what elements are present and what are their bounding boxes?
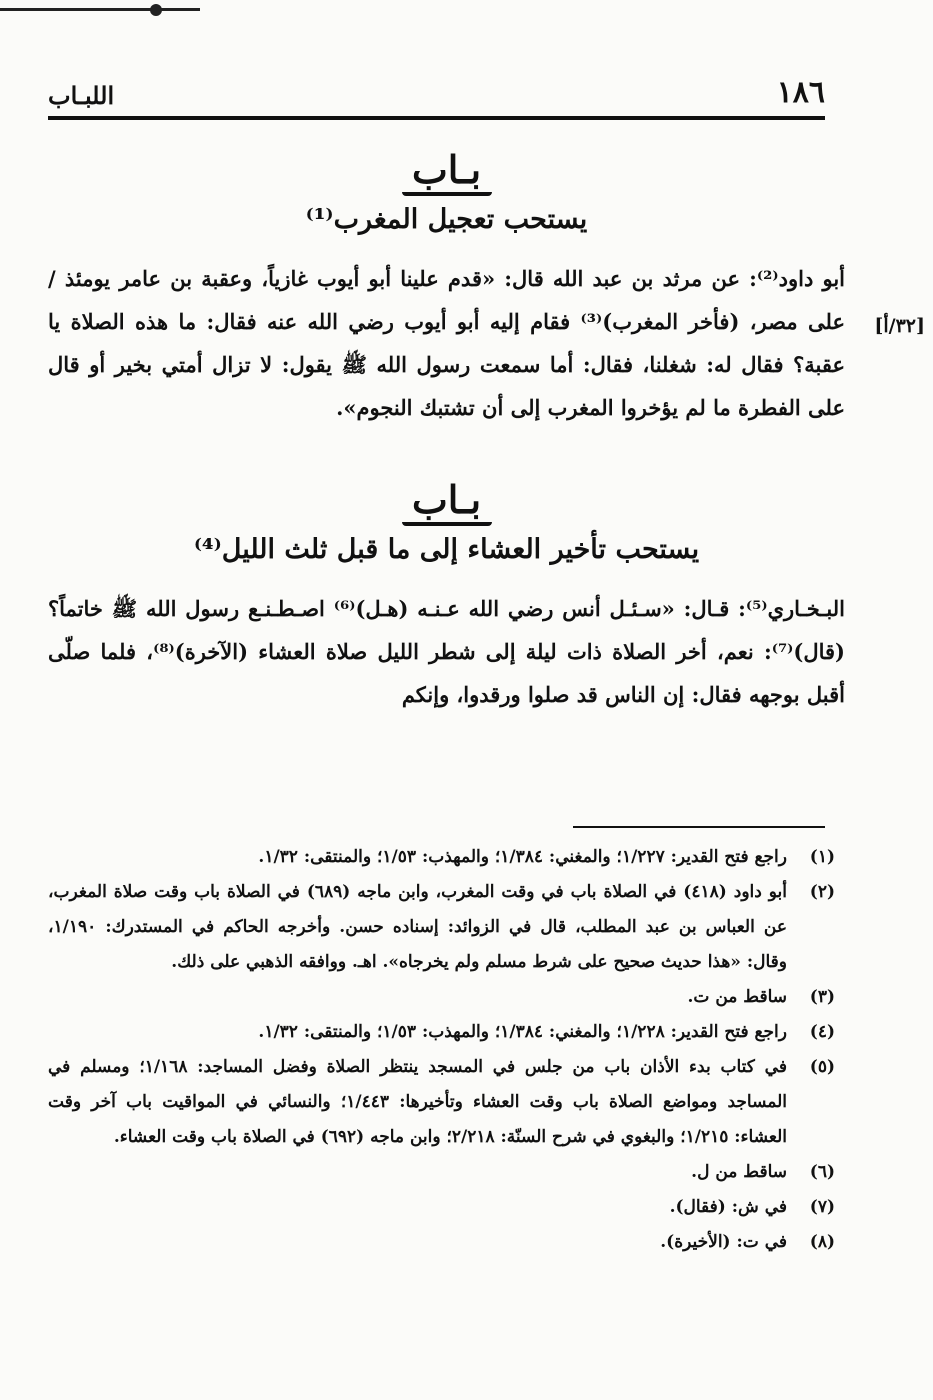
paragraph-text: أبو داود⁽²⁾: عن مرثد بن عبد الله قال: «قدم علينا أبو أيوب غازياً، وعقبة بن عامر يومئذ / على مصر، (فأخر المغرب)⁽³⁾ فقام إليه أبو أيوب رضي الله عنه فقال: ما هذه الصلاة يا عقبة؟ فقال له: شغلنا، فقال: أما سمعت رسول الله ﷺ يقول: لا تزال أمتي بخير أو قال على الفطرة ما لم يؤخروا المغرب إلى أن تشتبك النجوم».: [48, 266, 845, 420]
bab-heading: بـاب: [411, 477, 482, 522]
section-title: يستحب تعجيل المغرب⁽¹⁾: [305, 204, 588, 235]
footnote-text: راجع فتح القدير: ١/٢٢٨؛ والمغني: ١/٣٨٤؛ والمهذب: ١/٥٣؛ والمنتقى: ١/٣٢.: [258, 1022, 787, 1042]
footnote-item: [48, 1050, 835, 1155]
footnote-number: (٨): [809, 1232, 835, 1252]
footnote-text: ساقط من ل.: [691, 1162, 787, 1182]
bab-underline: [402, 522, 492, 526]
bab-heading: بـاب: [411, 147, 482, 192]
footnote-item: [48, 1225, 835, 1260]
running-title: اللبـاب: [48, 81, 115, 110]
section-2: [48, 477, 845, 716]
footnote-number: (٢): [809, 882, 835, 902]
page-header: [48, 70, 825, 110]
footnote-text: في ش: (فقال).: [669, 1197, 787, 1217]
page-number: ١٨٦: [776, 75, 825, 110]
footnote-number: (٥): [809, 1057, 835, 1077]
footnote-text: أبو داود (٤١٨) في الصلاة باب في وقت المغرب، وابن ماجه (٦٨٩) في الصلاة باب وقت صلاة المغرب، عن العباس بن عبد المطلب، قال في الزوائد: إسناده حسن. وأخرجه الحاكم في المستدرك: ١/١٩٠، وقال: «هذا حديث صحيح على شرط مسلم ولم يخرجاه». اهـ. ووافقه الذهبي على ذلك.: [48, 882, 787, 972]
footnotes: [48, 840, 835, 1260]
footnote-item: [48, 1155, 835, 1190]
footnote-text: في كتاب بدء الأذان باب من جلس في المسجد ينتظر الصلاة وفضل المساجد: ١/١٦٨؛ ومسلم في المساجد ومواضع الصلاة باب وقت العشاء وتأخيرها: ١/٤٤٣؛ والنسائي في المواقيت باب آخر وقت العشاء: ١/٢١٥؛ والبغوي في شرح السنّة: ٢/٢١٨؛ وابن ماجه (٦٩٢) في الصلاة باب وقت العشاء.: [48, 1057, 787, 1147]
section-1: [48, 147, 925, 429]
section-paragraph: [48, 587, 845, 716]
bab-underline: [402, 192, 492, 196]
footnote-item: [48, 1190, 835, 1225]
header-rule: [48, 116, 825, 120]
footnote-text: راجع فتح القدير: ١/٢٢٧؛ والمغني: ١/٣٨٤؛ والمهذب: ١/٥٣؛ والمنتقى: ١/٣٢.: [258, 847, 787, 867]
margin-note: [٣٢/أ]: [874, 315, 925, 337]
section-title: يستحب تأخير العشاء إلى ما قبل ثلث الليل⁽⁴⁾: [193, 534, 700, 565]
footnote-separator: [573, 826, 825, 828]
edge-dot: [150, 4, 162, 16]
footnote-item: [48, 1015, 835, 1050]
footnote-text: ساقط من ت.: [687, 987, 787, 1007]
footnote-number: (٣): [809, 987, 835, 1007]
footnote-number: (٤): [809, 1022, 835, 1042]
footnote-number: (٧): [809, 1197, 835, 1217]
page-edge-line: [0, 8, 200, 11]
footnote-number: (١): [809, 847, 835, 867]
footnote-item: [48, 875, 835, 980]
footnote-number: (٦): [809, 1162, 835, 1182]
footnote-item: [48, 840, 835, 875]
footnote-text: في ت: (الأخيرة).: [660, 1232, 787, 1252]
footnote-item: [48, 980, 835, 1015]
section-paragraph: [48, 257, 925, 429]
paragraph-text: البـخـاري⁽⁵⁾: قـال: «سـئـل أنس رضي الله عـنـه (هـل)⁽⁶⁾ اصـطـنـع رسول الله ﷺ خاتماً؟ (قال)⁽⁷⁾: نعم، أخر الصلاة ذات ليلة إلى شطر الليل صلاة العشاء (الآخرة)⁽⁸⁾، فلما صلّى أقبل بوجهه فقال: إن الناس قد صلوا ورقدوا، وإنكم: [48, 596, 845, 707]
